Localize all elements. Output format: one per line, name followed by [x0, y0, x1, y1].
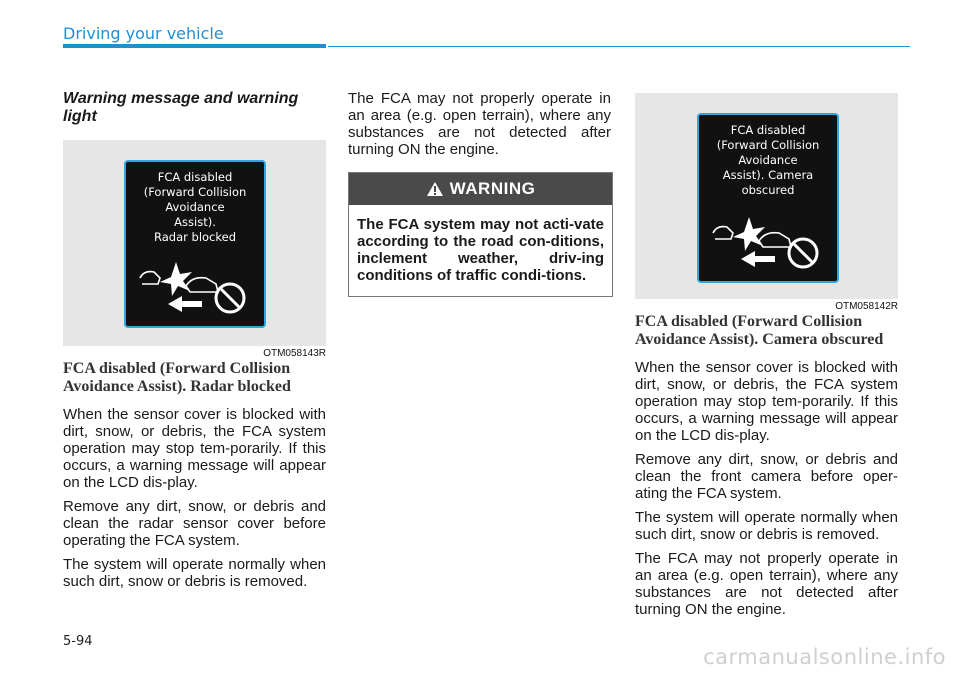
- left-column: [63, 90, 326, 597]
- screen-line: obscured: [741, 183, 795, 197]
- paragraph: The FCA may not properly operate in an area (e.g. open terrain), where any substances are not detected after turning ON the engine.: [635, 550, 898, 618]
- paragraph: The FCA may not properly operate in an area (e.g. open terrain), where any substances are not detected after turning ON the engine.: [348, 90, 611, 158]
- paragraph: Remove any dirt, snow, or debris and clean the front camera before oper-ating the FCA system.: [635, 451, 898, 502]
- paragraph: The system will operate normally when such dirt, snow or debris is removed.: [63, 556, 326, 590]
- header-rule-thick: [63, 44, 326, 48]
- right-column: [635, 93, 898, 625]
- warning-box: [348, 172, 613, 297]
- screen-line: Avoidance: [165, 200, 225, 214]
- screen-line: (Forward Collision: [716, 138, 820, 152]
- figure-code: OTM058143R: [263, 348, 326, 359]
- screen-line: Assist). Camera: [722, 168, 814, 182]
- section-title: Driving your vehicle: [63, 24, 224, 43]
- paragraph: When the sensor cover is blocked with dirt, snow, or debris, the FCA system operation may stop tem-porarily. If this occurs, a warning message will appear on the LCD dis-play.: [63, 406, 326, 491]
- figure-code: OTM058142R: [835, 301, 898, 312]
- screen-line: FCA disabled: [730, 123, 806, 137]
- subheading-warning-message: Warning message and warning light: [63, 90, 299, 125]
- figure-radar-blocked: [63, 140, 326, 359]
- lcd-screen-radar-blocked: [124, 160, 266, 328]
- paragraph: When the sensor cover is blocked with dirt, snow, or debris, the FCA system operation may stop tem-porarily. If this occurs, a warning message will appear on the LCD dis-play.: [635, 359, 898, 444]
- screen-line: Avoidance: [738, 153, 798, 167]
- collision-disabled-icon: [711, 211, 823, 273]
- lcd-screen-camera-obscured: [697, 113, 839, 283]
- paragraph: The system will operate normally when such dirt, snow or debris is removed.: [635, 509, 898, 543]
- screen-line: FCA disabled: [157, 170, 233, 184]
- warning-header: [349, 173, 612, 205]
- caption-radar-blocked: FCA disabled (Forward Collision Avoidance Assist). Radar blocked: [63, 360, 291, 395]
- caption-camera-obscured: FCA disabled (Forward Collision Avoidance Assist). Camera obscured: [635, 313, 884, 348]
- paragraph: Remove any dirt, snow, or debris and clean the radar sensor cover before operating the FCA system.: [63, 498, 326, 549]
- warning-body: The FCA system may not acti-vate according to the road con-ditions, inclement weather, driv-ing conditions of traffic condi-tions.: [357, 216, 604, 284]
- screen-line: Assist).: [174, 215, 216, 229]
- screen-line: Radar blocked: [154, 230, 236, 244]
- screen-line: (Forward Collision: [143, 185, 247, 199]
- watermark: carmanualsonline.info: [703, 645, 946, 669]
- warning-title: WARNING: [449, 179, 536, 198]
- collision-disabled-icon: [138, 256, 250, 318]
- warning-triangle-icon: [426, 181, 444, 197]
- header-rule-thin: [328, 46, 910, 47]
- middle-column: [348, 90, 611, 297]
- page-number: 5-94: [63, 634, 93, 649]
- figure-camera-obscured: [635, 93, 898, 312]
